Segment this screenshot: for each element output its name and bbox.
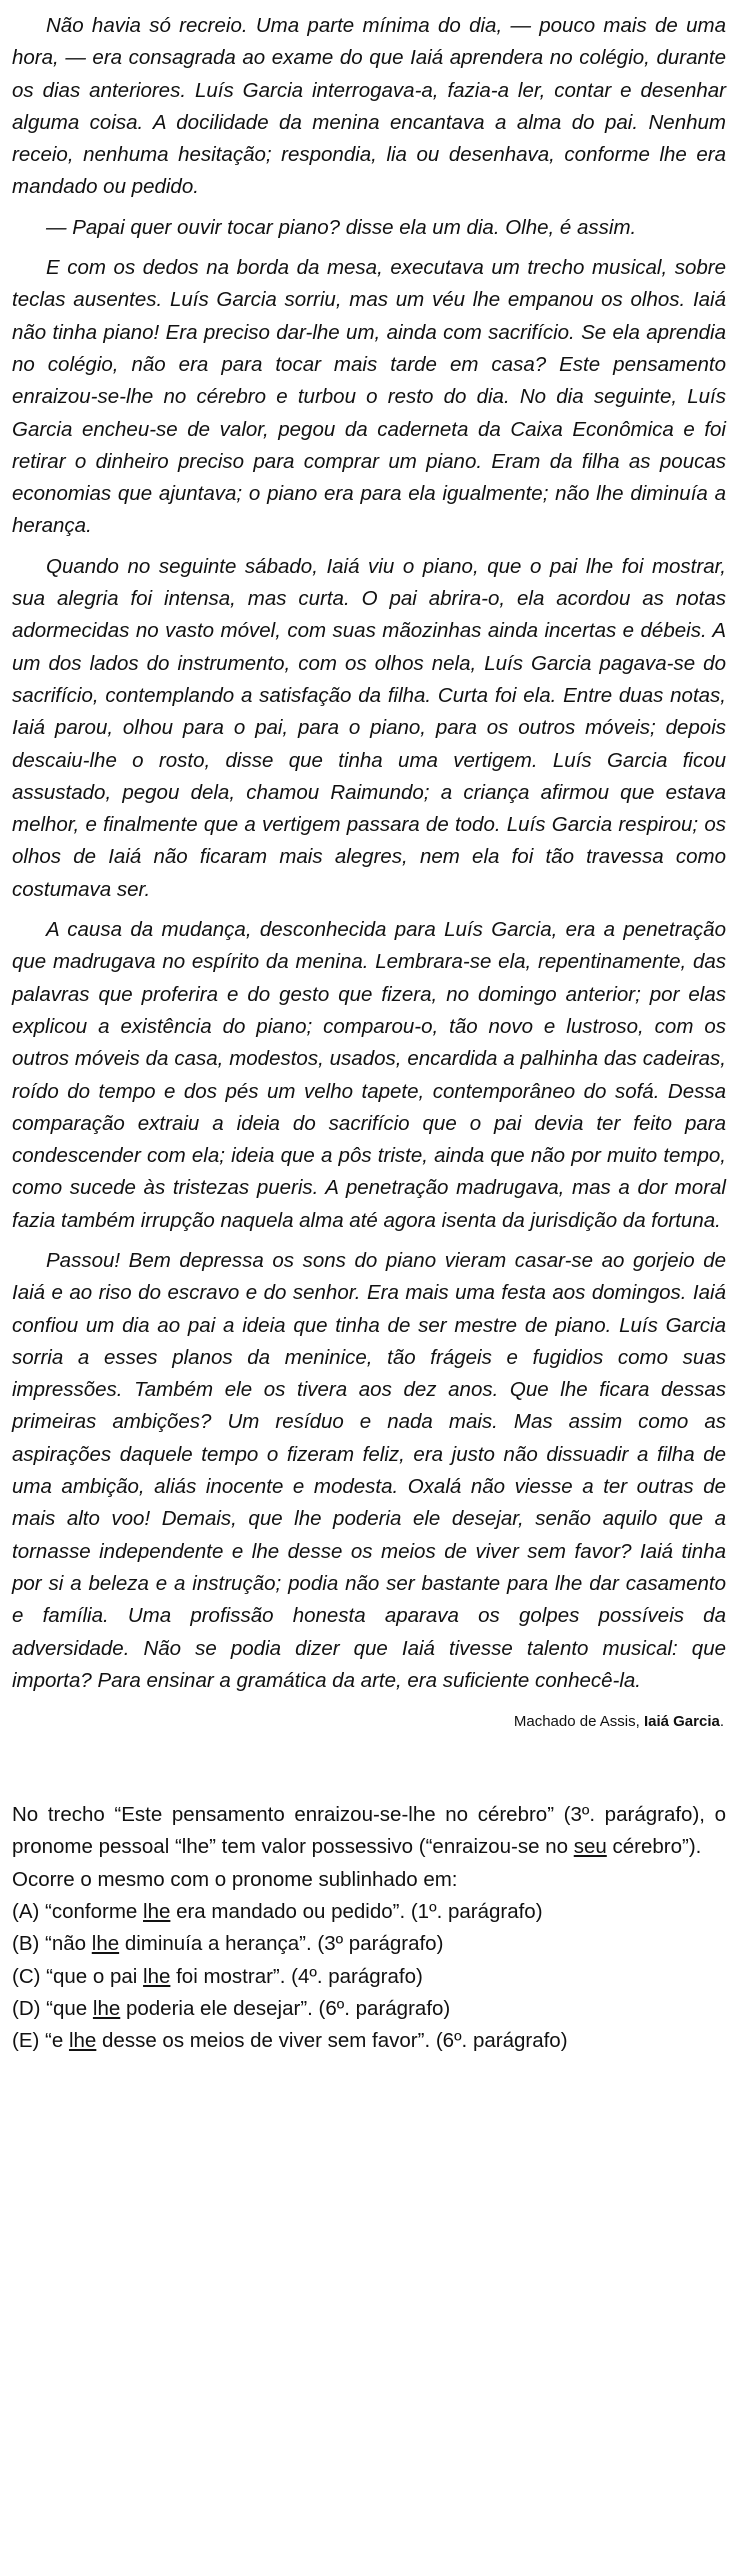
option-a[interactable]: (A) “conforme lhe era mandado ou pedido”. (1º. parágrafo) <box>12 1900 543 1924</box>
book-title: Iaiá Garcia <box>643 1713 720 1731</box>
option-e[interactable]: (E) “e lhe desse os meios de viver sem favor”. (6º. parágrafo) <box>12 2029 568 2053</box>
option-letter: (D) <box>12 1996 41 2020</box>
underlined-pronoun: lhe <box>143 1900 171 1924</box>
paragraph-3: E com os dedos na borda da mesa, executava um trecho musical, sobre teclas ausentes. Luís Garcia sorriu, mas um véu lhe empanou os olhos. Iaiá não tinha piano! Era preciso dar-lhe um, ainda com sacrifício. Se ela aprendia no colégio, não era para tocar mais tarde em casa? Este pensamento enraizou-se-lhe no cérebro e turbou o resto do dia. No dia seguinte, Luís Garcia encheu-se de valor, pegou da caderneta da Caixa Econômica e foi retirar o dinheiro preciso para comprar um piano. Eram da filha as poucas economias que ajuntava; o piano era para ela igualmente; não lhe diminuía a herança. <box>12 256 726 538</box>
option-c[interactable]: (C) “que o pai lhe foi mostrar”. (4º. parágrafo) <box>12 1964 423 1988</box>
question-prompt: Ocorre o mesmo com o pronome sublinhado em: <box>12 1867 458 1891</box>
source-attribution <box>12 1711 724 1733</box>
option-letter: (E) <box>12 2029 40 2053</box>
paragraph-2: — Papai quer ouvir tocar piano? disse ela um dia. Olhe, é assim. <box>46 215 637 239</box>
option-b[interactable]: (B) “não lhe diminuía a herança”. (3º parágrafo) <box>12 1932 444 1956</box>
underlined-pronoun: lhe <box>143 1964 171 1988</box>
underlined-pronoun: lhe <box>91 1932 120 1956</box>
underlined-pronoun: lhe <box>92 1996 121 2020</box>
paragraph-6: Passou! Bem depressa os sons do piano vieram casar-se ao gorjeio de Iaiá e ao riso do escravo e do senhor. Era mais uma festa aos domingos. Iaiá confiou um dia ao pai a ideia que tinha de ser mestre de piano. Luís Garcia sorria a esses planos da meninice, tão frágeis e fugidios como suas impressões. Também ele os tivera aos dez anos. Que lhe ficara dessas primeiras ambições? Um resíduo e nada mais. Mas assim como as aspirações daquele tempo o fizeram feliz, era justo não dissuadir a filha de uma ambição, aliás inocente e modesta. Oxalá não viesse a ter outras de mais alto voo! Demais, que lhe poderia ele desejar, senão aquilo que a tornasse independente e lhe desse os meios de viver sem favor? Iaiá tinha por si a beleza e a instrução; podia não ser bastante para lhe dar casamento e família. Uma profissão honesta aparava os golpes possíveis da adversidade. Não se podia dizer que Iaiá tivesse talento musical: que importa? Para ensinar a gramática da arte, era suficiente conhecê-la. <box>12 1248 726 1692</box>
underlined-word: seu <box>573 1835 607 1859</box>
underlined-pronoun: lhe <box>68 2029 97 2053</box>
option-letter: (C) <box>12 1964 41 1988</box>
paragraph-5: A causa da mudança, desconhecida para Luís Garcia, era a penetração que madrugava no espírito da menina. Lembrara-se ela, repentinamente, das palavras que proferira e do gesto que fizera, no domingo anterior; por elas explicou a existência do piano; comparou-o, tão novo e lustroso, com os outros móveis da casa, modestos, usados, encardida a palhinha das cadeiras, roído do tempo e dos pés um velho tapete, contemporâneo do sofá. Dessa comparação extraiu a ideia do sacrifício que o pai devia ter feito para condescender com ela; ideia que a pôs triste, ainda que não por muito tempo, como sucede às tristezas pueris. A penetração madrugava, mas a dor moral fazia também irrupção naquela alma até agora isenta da jurisdição da fortuna. <box>12 918 726 1232</box>
attribution-period: . <box>719 1713 724 1731</box>
paragraph-1: Não havia só recreio. Uma parte mínima do dia, — pouco mais de uma hora, — era consagrada ao exame do que Iaiá aprendera no colégio, durante os dias anteriores. Luís Garcia interrogava-a, fazia-a ler, contar e desenhar alguma coisa. A docilidade da menina encantava a alma do pai. Nenhum receio, nenhuma hesitação; respondia, lia ou desenhava, conforme lhe era mandado ou pedido. <box>12 14 726 199</box>
paragraph-4: Quando no seguinte sábado, Iaiá viu o piano, que o pai lhe foi mostrar, sua alegria foi intensa, mas curta. O pai abrira-o, ela acordou as notas adormecidas no vasto móvel, com suas mãozinhas ainda incertas e débeis. A um dos lados do instrumento, com os olhos nela, Luís Garcia pagava-se do sacrifício, contemplando a satisfação da filha. Curta foi ela. Entre duas notas, Iaiá parou, olhou para o pai, para o piano, para os outros móveis; depois descaiu-lhe o rosto, disse que tinha uma vertigem. Luís Garcia ficou assustado, pegou dela, chamou Raimundo; a criança afirmou que estava melhor, e finalmente que a vertigem passara de todo. Luís Garcia respirou; os olhos de Iaiá não ficaram mais alegres, nem ela foi tão travessa como costumava ser. <box>12 554 726 901</box>
author-name: Machado de Assis, <box>513 1713 640 1731</box>
option-d[interactable]: (D) “que lhe poderia ele desejar”. (6º. parágrafo) <box>12 1996 451 2020</box>
option-letter: (A) <box>12 1900 40 1924</box>
question-block <box>12 1799 726 2057</box>
answer-options <box>12 1896 726 2057</box>
literary-passage <box>12 10 726 1697</box>
question-stem: No trecho “Este pensamento enraizou-se-lhe no cérebro” (3º. parágrafo), o pronome pessoal “lhe” tem valor possessivo (“enraizou-se no seu cérebro”). <box>12 1803 726 1859</box>
option-letter: (B) <box>12 1932 40 1956</box>
